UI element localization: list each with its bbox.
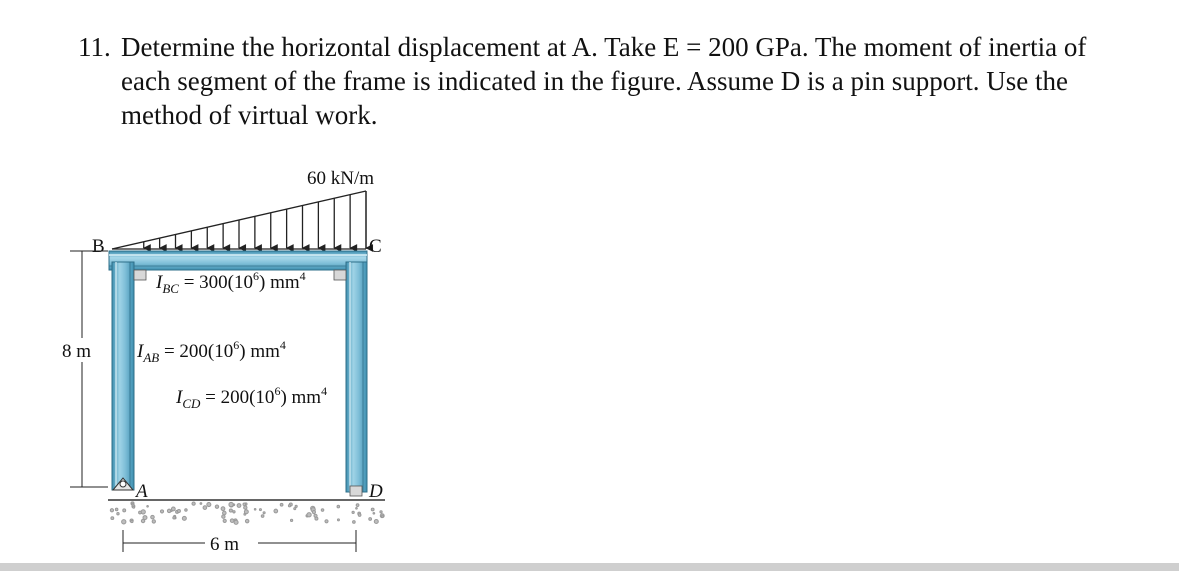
height-dimension <box>70 251 108 487</box>
label-b: B <box>92 236 105 257</box>
ground-gravel <box>230 519 234 523</box>
ground-gravel <box>237 504 241 508</box>
ground-gravel <box>294 508 296 510</box>
ground-gravel <box>131 520 133 522</box>
ground-gravel <box>321 509 324 512</box>
label-a: A <box>136 481 148 502</box>
ground-gravel <box>233 511 235 513</box>
problem-text-line-2: each segment of the frame is indicated in the figure. Assume D is a pin support. Use the <box>121 66 1069 96</box>
problem-text-line-1: Determine the horizontal displacement at A. Take E = 200 GPa. The moment of inertia of <box>121 32 1087 62</box>
ground-gravel <box>221 507 225 511</box>
ground-gravel <box>151 515 155 519</box>
problem-text-line-3: method of virtual work. <box>121 100 378 130</box>
width-dimension <box>123 530 356 552</box>
ground-gravel <box>110 509 113 512</box>
ground-gravel <box>200 503 202 505</box>
ground-gravel <box>243 503 246 506</box>
ground-gravel <box>369 518 372 521</box>
column-cd <box>346 262 367 492</box>
ground-gravel <box>229 509 232 512</box>
ground-gravel <box>182 516 186 520</box>
ground-gravel <box>192 502 195 505</box>
connection-plates <box>134 270 362 496</box>
problem-number: 11. <box>78 32 111 62</box>
distributed-load <box>112 191 366 249</box>
ground-gravel <box>122 520 126 524</box>
ground-gravel <box>259 509 261 511</box>
label-d: D <box>369 481 383 502</box>
ground-gravel <box>371 508 374 511</box>
ground-gravel <box>290 519 292 521</box>
ground-gravel <box>244 510 248 514</box>
ground-gravel <box>374 520 378 524</box>
ground-gravel <box>295 505 297 507</box>
ground-gravel <box>244 506 247 509</box>
inertia-cd-label: $I_{CD} = 200(10^6)$ $mm^4$ <box>176 384 328 411</box>
inertia-ab-label: $I_{AB} = 200(10^6)$ $mm^4$ <box>137 338 286 365</box>
ground <box>108 500 385 524</box>
ground-gravel <box>312 511 315 514</box>
ground-gravel <box>288 505 290 507</box>
inertia-bc-label: $I_{BC} = 300(10^6)$ $mm^4$ <box>156 269 306 296</box>
ground-gravel <box>133 506 135 508</box>
ground-gravel <box>173 517 175 519</box>
ground-gravel <box>139 511 142 514</box>
ground-gravel <box>325 520 328 523</box>
beam-bc <box>109 251 367 270</box>
ground-gravel <box>177 510 180 513</box>
bottom-scrollbar[interactable] <box>0 563 1179 571</box>
ground-gravel <box>203 506 207 510</box>
height-dim-label: 8 m <box>62 341 92 362</box>
ground-gravel <box>315 517 318 520</box>
ground-gravel <box>215 505 218 508</box>
ground-gravel <box>115 508 118 511</box>
ground-gravel <box>373 512 375 514</box>
ground-gravel <box>358 514 361 517</box>
ground-gravel <box>207 503 211 507</box>
ground-gravel <box>337 519 339 521</box>
load-arrows <box>144 191 366 248</box>
ground-gravel <box>152 520 155 523</box>
ground-gravel <box>223 511 227 515</box>
label-c: C <box>369 236 382 257</box>
ground-gravel <box>185 509 187 511</box>
column-ab <box>112 262 134 490</box>
ground-gravel <box>171 510 173 512</box>
ground-gravel <box>274 509 278 513</box>
ground-gravel <box>356 507 358 509</box>
ground-gravel <box>234 520 238 524</box>
ground-gravel <box>117 513 119 515</box>
ground-gravel <box>261 515 264 518</box>
ground-gravel <box>229 502 233 506</box>
ground-gravel <box>380 511 382 513</box>
ground-gravel <box>337 505 340 508</box>
ground-gravel <box>245 519 248 522</box>
ground-gravel <box>147 505 149 507</box>
ground-gravel <box>307 513 311 517</box>
ground-gravel <box>223 519 226 522</box>
ground-gravel <box>123 509 126 512</box>
ground-gravel <box>143 516 147 520</box>
ground-gravel <box>263 512 265 514</box>
ground-gravel <box>381 515 383 517</box>
ground-gravel <box>222 515 225 518</box>
ground-gravel <box>111 517 114 520</box>
ground-gravel <box>352 511 354 513</box>
width-dim-label: 6 m <box>210 534 240 555</box>
ground-gravel <box>356 504 359 507</box>
ground-gravel <box>160 510 163 513</box>
ground-gravel <box>254 508 256 510</box>
load-label: 60 kN/m <box>307 168 375 189</box>
ground-gravel <box>280 503 283 506</box>
ground-gravel <box>353 521 356 524</box>
